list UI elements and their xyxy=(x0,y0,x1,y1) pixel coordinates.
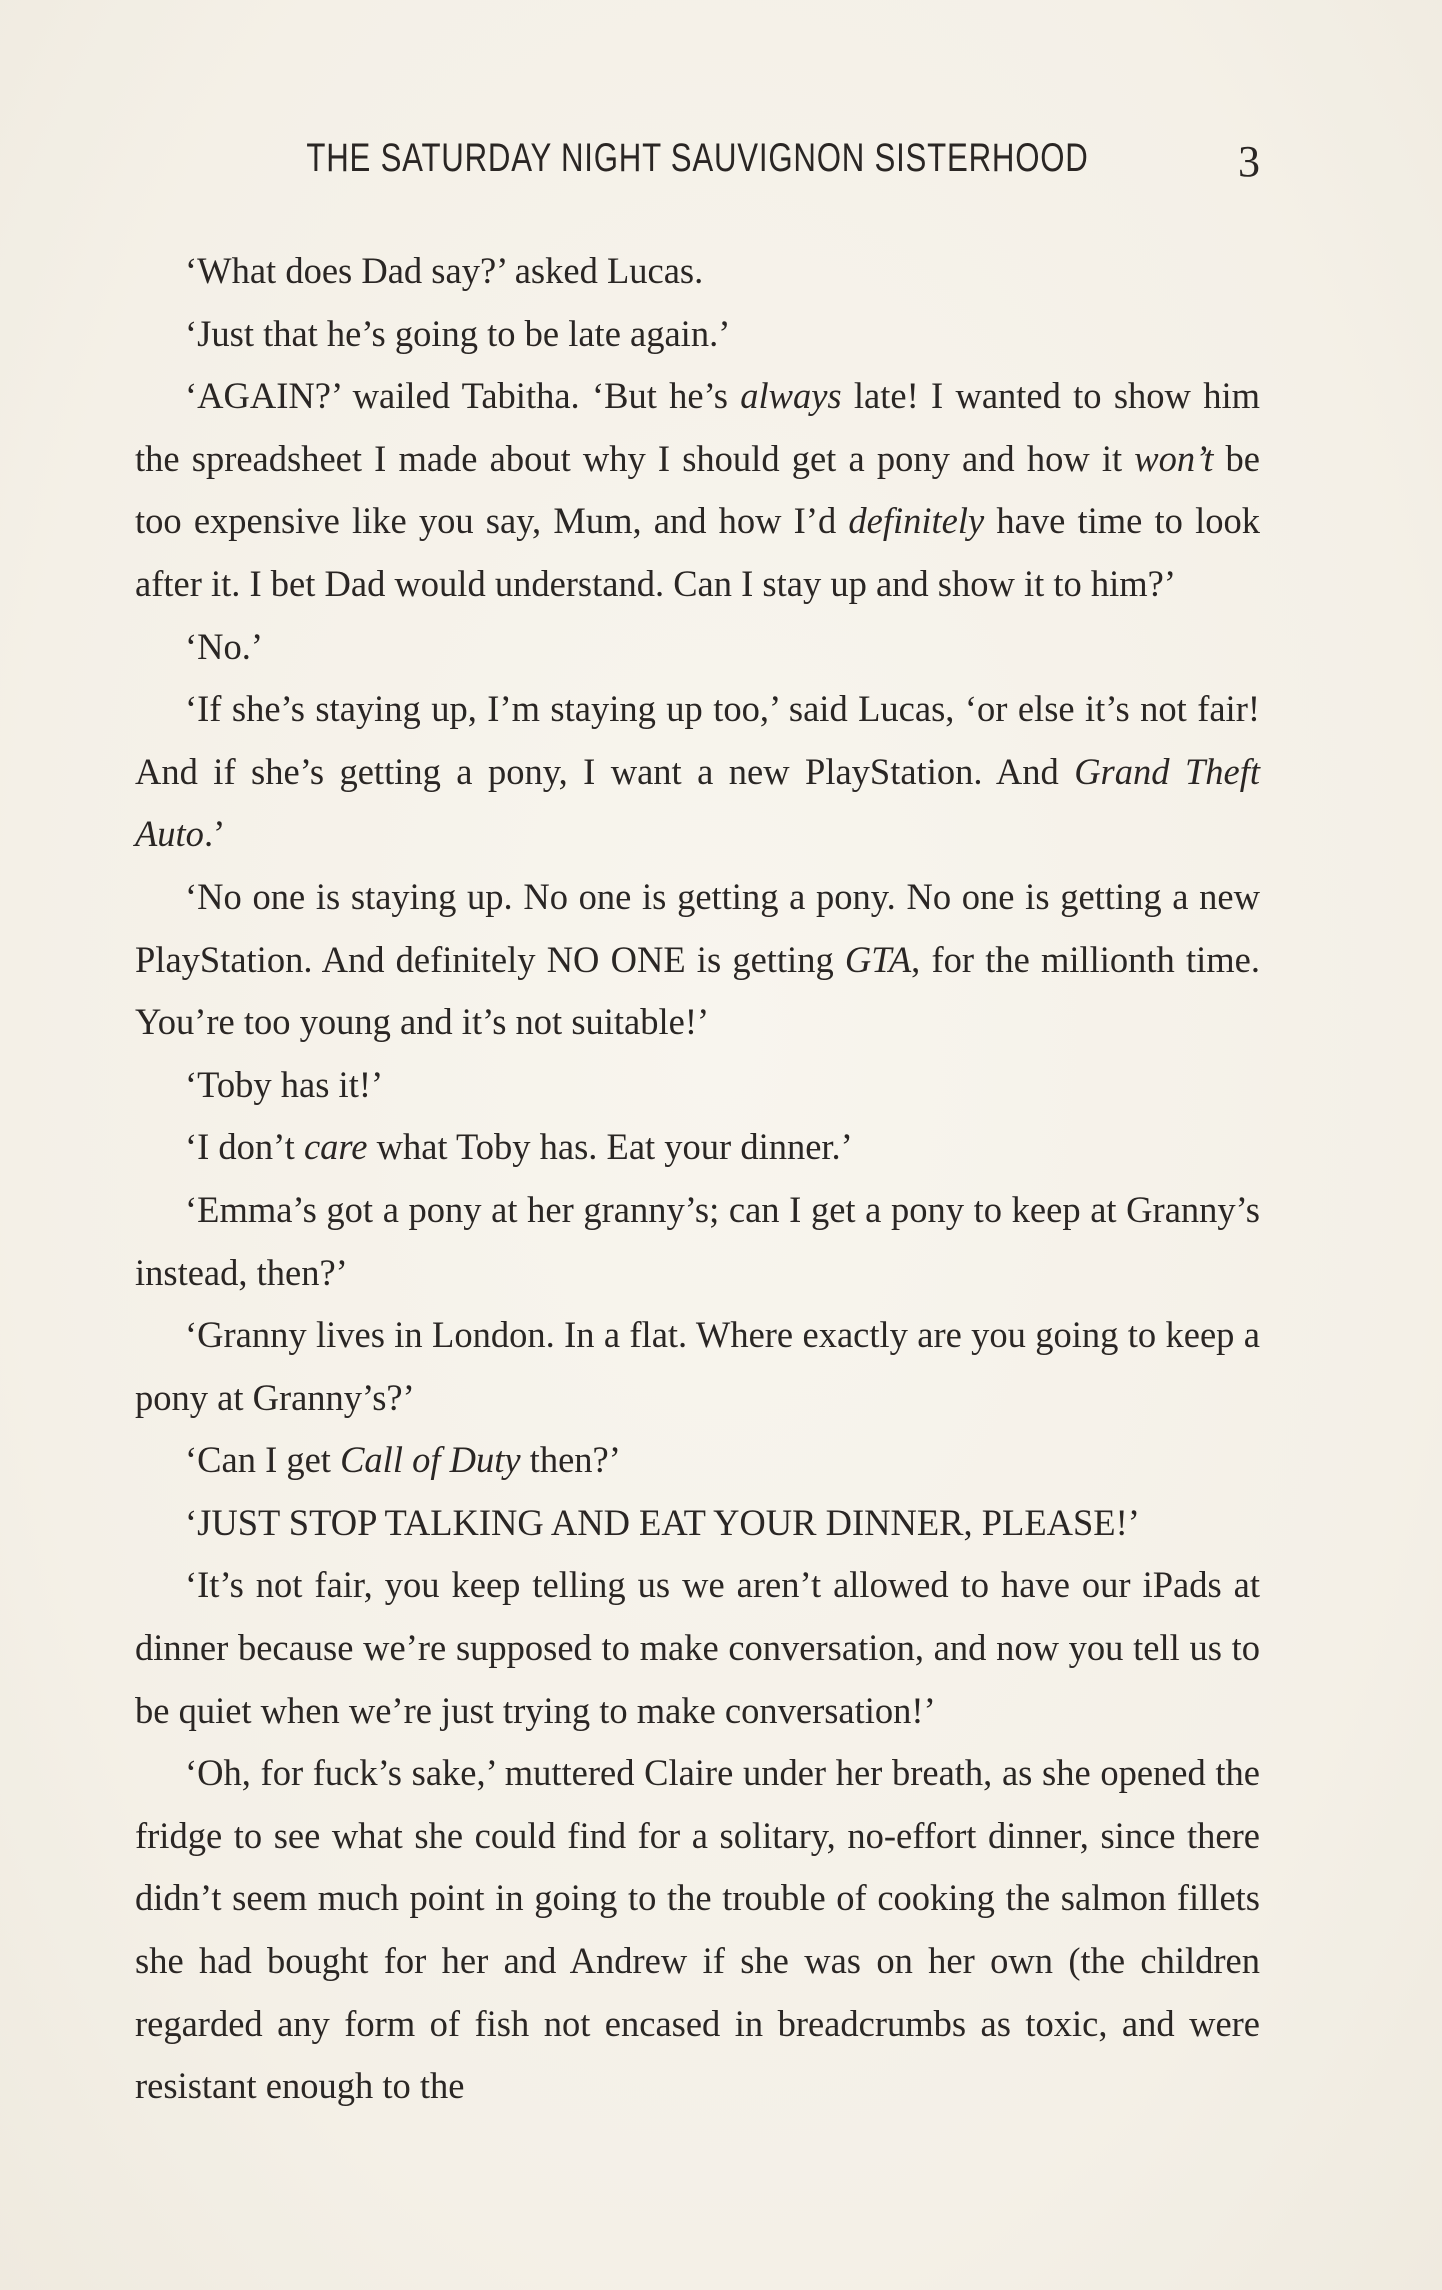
paragraph xyxy=(135,1742,1260,2118)
italic-text: care xyxy=(303,1126,368,1168)
text-run: ‘I don’t xyxy=(185,1126,304,1168)
paragraph xyxy=(135,240,1260,303)
paragraph xyxy=(135,365,1260,615)
body-text xyxy=(135,240,1260,2118)
text-run: ‘It’s not fair, you keep telling us we aren’t allowed to have our iPads at dinner because we’re supposed to make conversation, and now you tell us to be quiet when we’re just trying to make conversation!’ xyxy=(135,1564,1260,1731)
text-run: , for the millionth time. You’re too young and it’s not suitable!’ xyxy=(135,938,1260,1043)
page-number: 3 xyxy=(1238,137,1260,186)
text-run: late! I wanted to show him the spreadsheet I made about why I should get a pony and how it xyxy=(135,375,1260,479)
text-run: .’ xyxy=(203,813,226,855)
text-run: ‘If she’s staying up, I’m staying up too,’ said Lucas, ‘or else it’s not fair! And if she’s getting a pony, I want a new PlayStation. And xyxy=(135,688,1260,792)
text-run: ‘Oh, for fuck’s sake,’ muttered Claire under her breath, as she opened the fridge to see what she could find for a solitary, no-effort dinner, since there didn’t seem much point in going to the trouble of cooking the salmon fillets she had bought for her and Andrew if she was on her own (the children regarded any form of fish not encased in breadcrumbs as toxic, and were resistant enough to the xyxy=(135,1752,1260,2107)
text-run: ‘No one is staying up. No one is getting a pony. No one is getting a new PlayStation. And definitely NO ONE is getting xyxy=(135,875,1260,980)
paragraph xyxy=(135,1429,1260,1492)
italic-text: won’t xyxy=(1134,437,1214,479)
text-run: have time to look after it. I bet Dad would understand. Can I stay up and show it to him?’ xyxy=(135,500,1260,604)
paragraph xyxy=(135,1492,1260,1555)
text-run: ‘What does Dad say?’ asked Lucas. xyxy=(185,250,704,291)
italic-text: GTA xyxy=(844,938,912,980)
text-run: ‘No.’ xyxy=(185,625,264,667)
text-run: then?’ xyxy=(520,1439,621,1481)
book-title: THE SATURDAY NIGHT SAUVIGNON SISTERHOOD xyxy=(306,136,1089,180)
paragraph xyxy=(135,866,1260,1054)
paragraph xyxy=(135,678,1260,866)
italic-text: Call of Duty xyxy=(340,1439,521,1481)
running-head xyxy=(135,136,1260,196)
paragraph xyxy=(135,616,1260,679)
paragraph xyxy=(135,1116,1260,1179)
paragraph xyxy=(135,303,1260,366)
italic-text: definitely xyxy=(848,500,985,542)
paragraph xyxy=(135,1304,1260,1429)
text-run: ‘Granny lives in London. In a flat. Where exactly are you going to keep a pony at Granny’s?’ xyxy=(135,1314,1260,1418)
text-run: ‘Just that he’s going to be late again.’ xyxy=(185,312,731,354)
text-run: ‘JUST STOP TALKING AND EAT YOUR DINNER, PLEASE!’ xyxy=(185,1501,1140,1543)
text-run: ‘Emma’s got a pony at her granny’s; can I get a pony to keep at Granny’s instead, then?’ xyxy=(135,1188,1260,1293)
italic-text: Grand Theft Auto xyxy=(135,750,1260,855)
text-run: what Toby has. Eat your dinner.’ xyxy=(367,1126,853,1168)
text-run: ‘AGAIN?’ wailed Tabitha. ‘But he’s xyxy=(185,375,741,417)
paragraph xyxy=(135,1054,1260,1117)
text-run: ‘Can I get xyxy=(185,1439,341,1481)
paragraph xyxy=(135,1554,1260,1742)
italic-text: always xyxy=(740,375,842,417)
text-run: be too expensive like you say, Mum, and how I’d xyxy=(135,437,1260,542)
paragraph xyxy=(135,1179,1260,1304)
text-run: ‘Toby has it!’ xyxy=(185,1063,384,1105)
